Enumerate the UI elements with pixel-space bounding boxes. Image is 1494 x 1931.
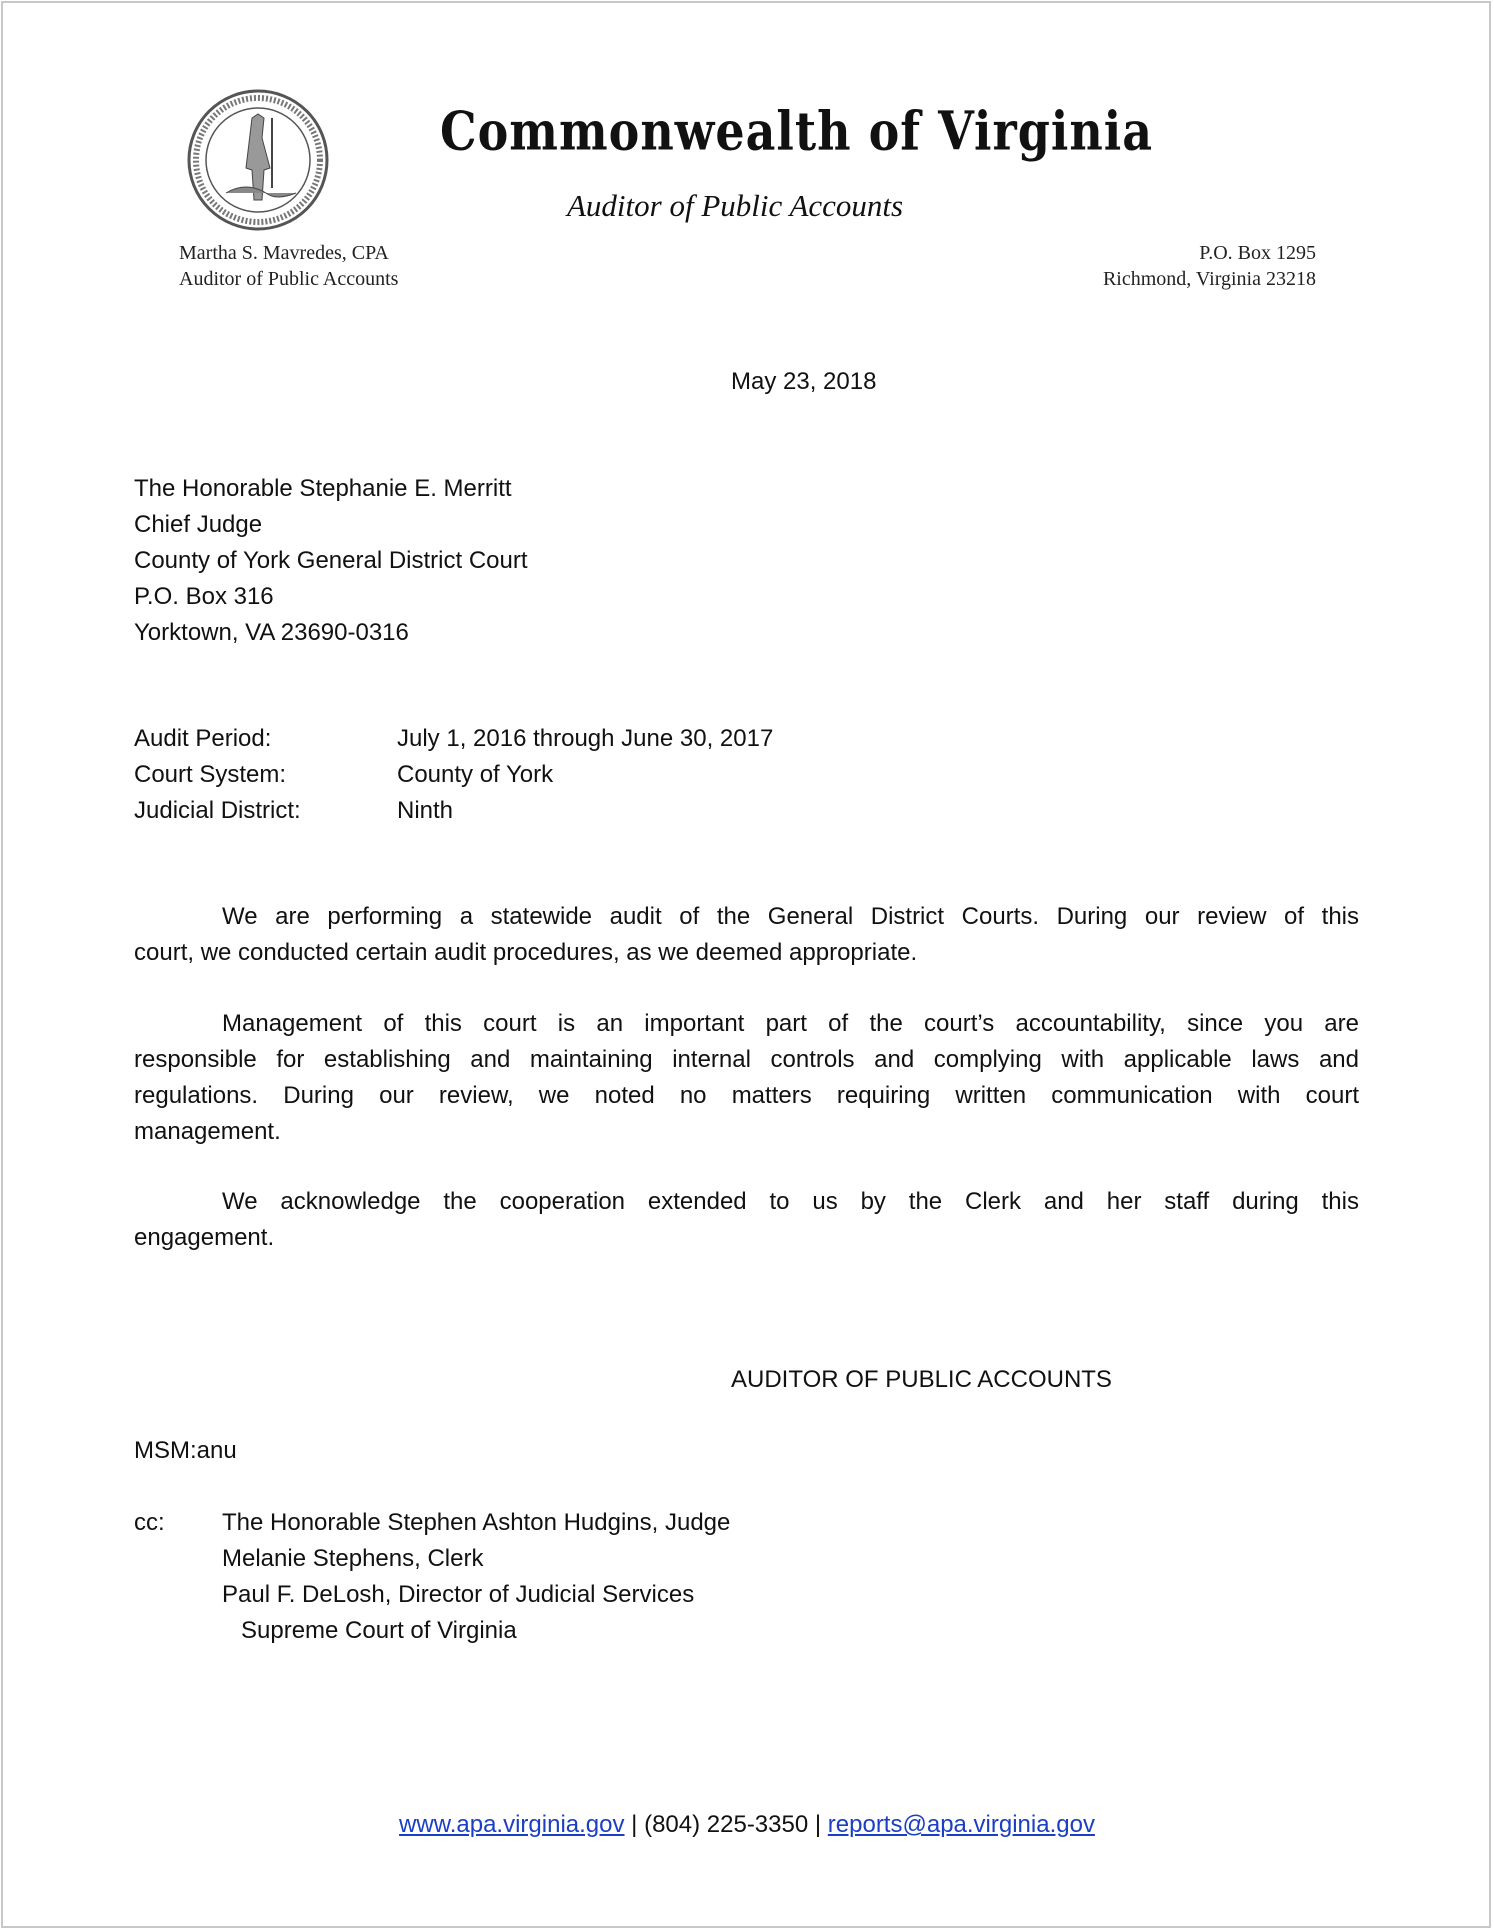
paragraph-line: We acknowledge the cooperation extended to us by the Clerk and her staff during this <box>222 1188 1359 1215</box>
detail-label: Judicial District: <box>134 797 301 824</box>
paragraph-line: court, we conducted certain audit procedures, as we deemed appropriate. <box>134 939 918 966</box>
detail-value: Ninth <box>397 797 454 824</box>
detail-row <box>134 757 773 793</box>
separator: | <box>624 1811 645 1838</box>
website-link[interactable]: www.apa.virginia.gov <box>399 1811 625 1838</box>
paragraph-line: We are performing a statewide audit of the General District Courts. During our review of this <box>222 903 1359 930</box>
recipient-line: Yorktown, VA 23690-0316 <box>134 619 409 646</box>
recipient-address <box>134 471 528 651</box>
cc-label: cc: <box>134 1509 165 1536</box>
paragraph-line: Management of this court is an important part of the court’s accountability, since you are <box>222 1010 1359 1037</box>
cc-item: The Honorable Stephen Ashton Hudgins, Judge <box>222 1509 731 1536</box>
detail-row <box>134 721 773 757</box>
detail-value: July 1, 2016 through June 30, 2017 <box>397 725 774 752</box>
detail-label: Audit Period: <box>134 725 272 752</box>
audit-details <box>134 721 773 829</box>
footer <box>0 1807 1494 1843</box>
cc-item: Supreme Court of Virginia <box>241 1617 517 1644</box>
recipient-line: Chief Judge <box>134 511 263 538</box>
phone-number: (804) 225-3350 <box>644 1811 809 1838</box>
virginia-seal-logo <box>186 88 330 232</box>
paragraph-1 <box>134 899 1359 971</box>
signature-block: AUDITOR OF PUBLIC ACCOUNTS <box>731 1366 1112 1393</box>
cc-item: Melanie Stephens, Clerk <box>222 1545 484 1572</box>
paragraph-2 <box>134 1006 1359 1150</box>
detail-value: County of York <box>397 761 554 788</box>
separator: | <box>808 1811 828 1838</box>
email-link[interactable]: reports@apa.virginia.gov <box>827 1811 1095 1838</box>
office-address <box>1103 240 1316 292</box>
letter-date: May 23, 2018 <box>731 368 877 395</box>
auditor-title: Auditor of Public Accounts <box>179 268 399 290</box>
paragraph-3 <box>134 1184 1359 1256</box>
cc-item: Paul F. DeLosh, Director of Judicial Services <box>222 1581 695 1608</box>
paragraph-line: engagement. <box>134 1224 275 1251</box>
city-state: Richmond, Virginia 23218 <box>1102 268 1316 290</box>
po-box: P.O. Box 1295 <box>1199 242 1316 264</box>
recipient-line: P.O. Box 316 <box>134 583 274 610</box>
auditor-name-block <box>179 240 398 292</box>
letterhead-subtitle: Auditor of Public Accounts <box>567 188 904 223</box>
detail-label: Court System: <box>134 761 287 788</box>
cc-list <box>222 1505 730 1649</box>
paragraph-line: responsible for establishing and maintaining internal controls and complying with applicable laws and <box>134 1046 1359 1073</box>
recipient-line: County of York General District Court <box>134 547 528 574</box>
auditor-name: Martha S. Mavredes, CPA <box>179 242 389 264</box>
letterhead-title: Commonwealth of Virginia <box>440 100 1154 163</box>
paragraph-line: regulations. During our review, we noted no matters requiring written communication with court <box>134 1082 1359 1109</box>
initials: MSM:anu <box>134 1437 237 1464</box>
paragraph-line: management. <box>134 1118 281 1145</box>
detail-row <box>134 793 773 829</box>
recipient-line: The Honorable Stephanie E. Merritt <box>134 475 512 502</box>
